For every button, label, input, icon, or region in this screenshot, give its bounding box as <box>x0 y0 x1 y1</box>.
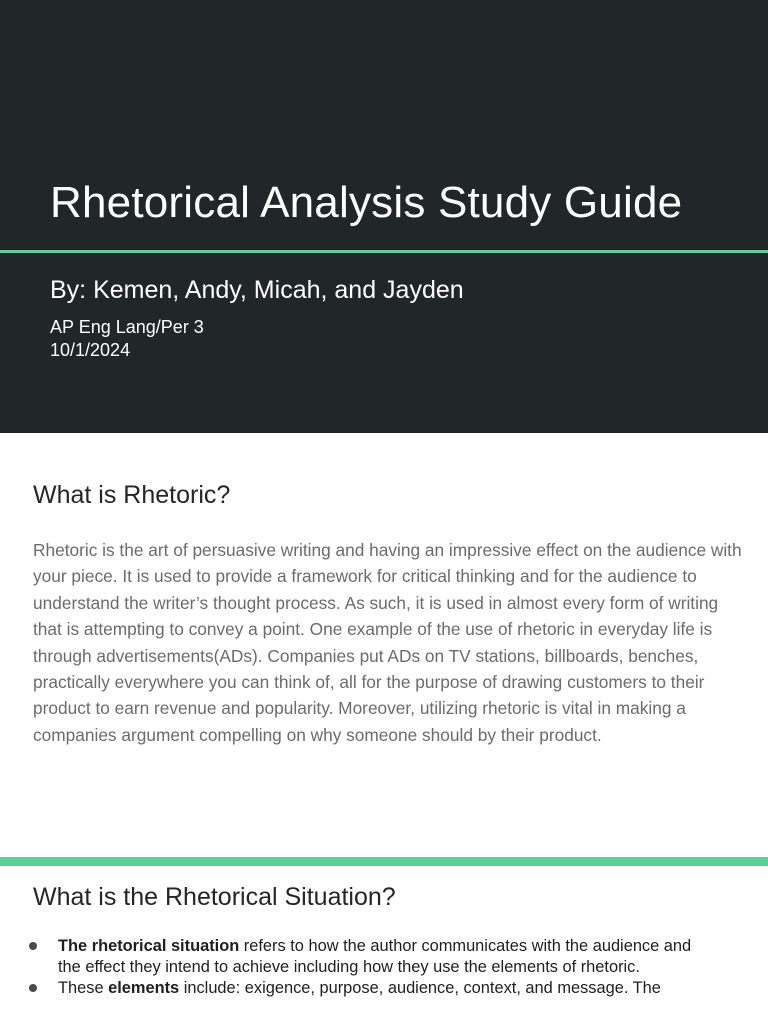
class-period: AP Eng Lang/Per 3 <box>50 317 204 337</box>
document-title: Rhetorical Analysis Study Guide <box>50 178 683 227</box>
list-item <box>0 936 768 978</box>
title-meta <box>50 316 204 362</box>
date: 10/1/2024 <box>50 340 131 360</box>
bullet-bold-term: elements <box>108 979 180 997</box>
slide-divider <box>0 857 768 866</box>
title-slide <box>0 0 768 433</box>
rhetoric-heading: What is Rhetoric? <box>33 481 231 509</box>
bullet-icon <box>29 984 37 992</box>
authors-byline: By: Kemen, Andy, Micah, and Jayden <box>50 276 464 304</box>
situation-bullet-list <box>0 936 768 999</box>
bullet-bold-term: The rhetorical situation <box>58 937 240 955</box>
rhetorical-situation-slide <box>0 866 768 1024</box>
bullet-icon <box>29 942 37 950</box>
rhetoric-body: Rhetoric is the art of persuasive writing and having an impressive effect on the audience with your piece. It is used to provide a framework for critical thinking and for the audience to understand the writer’s thought process. As such, it is used in almost every form of writing that is attempting to convey a point. One example of the use of rhetoric in everyday life is through advertisements(ADs). Companies put ADs on TV stations, billboards, benches, practically everywhere you can think of, all for the purpose of drawing customers to their product to earn revenue and popularity. Moreover, utilizing rhetoric is vital in making a companies argument compelling on why someone should by their product. <box>33 540 742 745</box>
list-item <box>0 978 768 999</box>
rhetoric-slide <box>0 433 768 857</box>
bullet-text-prefix: These <box>58 979 109 997</box>
title-accent-rule <box>0 250 768 253</box>
situation-heading: What is the Rhetorical Situation? <box>33 883 396 911</box>
bullet-text: include: exigence, purpose, audience, context, and message. The <box>179 979 661 997</box>
bullet-text: refers to how the author communicates with the audience and the effect they intend to achieve including how they use the elements of rhetoric. <box>58 937 692 976</box>
